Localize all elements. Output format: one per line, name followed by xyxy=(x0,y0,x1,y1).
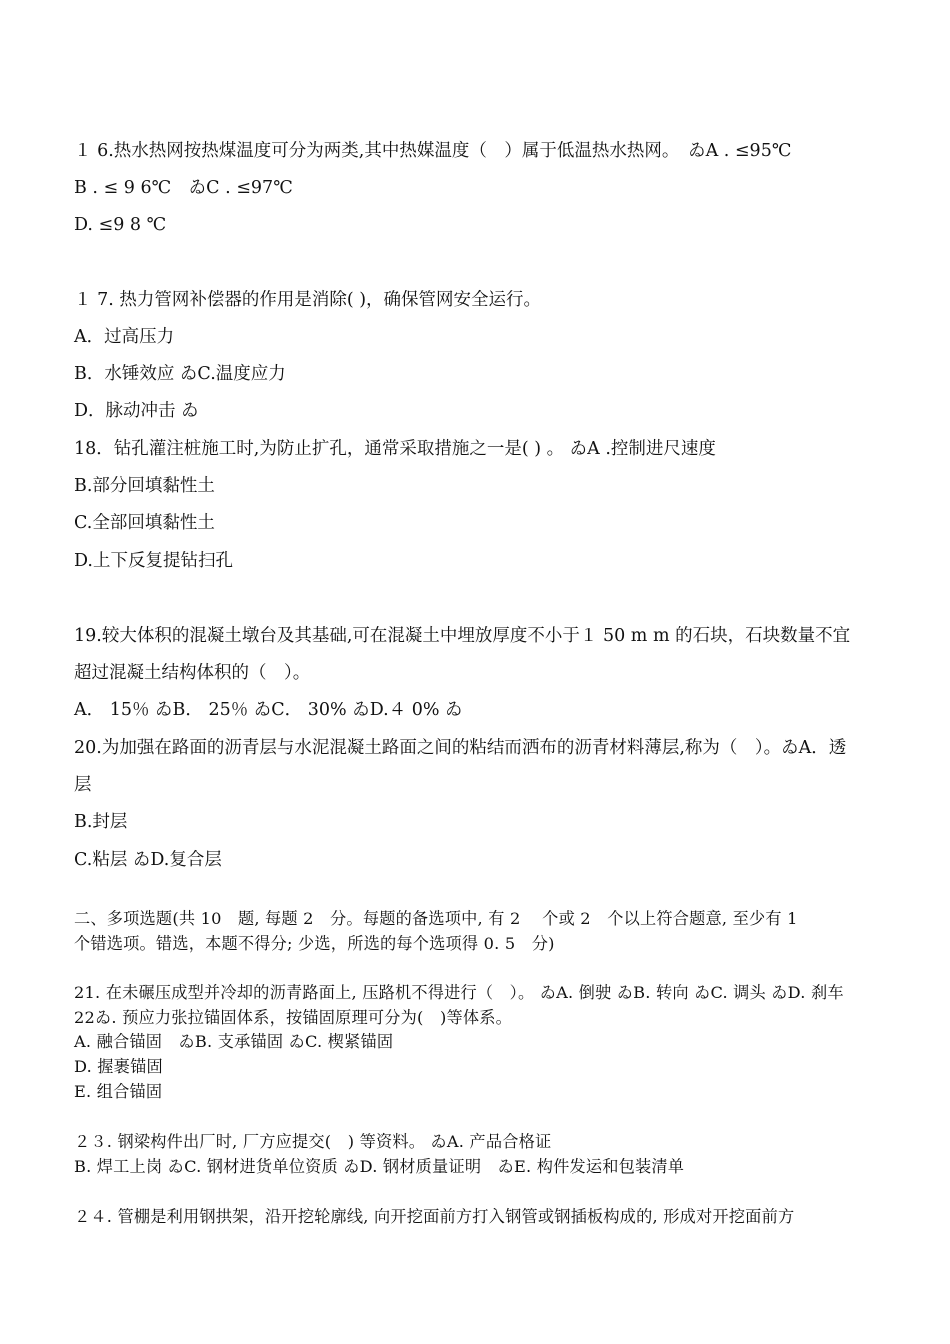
section2-heading-line2: 个错选项。错选，本题不得分; 少选，所选的每个选项得 0. 5 分) xyxy=(74,934,555,953)
q16-option-d: D. ≤9 8 ℃ xyxy=(74,215,167,235)
q23-stem: ２３. 钢梁构件出厂时, 厂方应提交( ) 等资料。 ゐA. 产品合格证 xyxy=(74,1132,552,1151)
q17-stem: １ 7. 热力管网补偿器的作用是消除( )，确保管网安全运行。 xyxy=(74,290,542,310)
q20-stem-line2: 层 xyxy=(74,775,92,795)
q22-option-e: E. 组合锚固 xyxy=(74,1082,163,1101)
section2-heading-line1: 二、多项选题(共 10 题, 每题 2 分。每题的备选项中, 有 2 个或 2 个以上符合题意, 至少有 1 xyxy=(74,909,798,928)
q16-options-bc: B . ≤ 9 6℃ ゐC . ≤97℃ xyxy=(74,178,293,198)
q17-options-bc: B．水锤效应 ゐC.温度应力 xyxy=(74,364,286,384)
q20-option-b: B.封层 xyxy=(74,812,128,832)
q20-stem-line1: 20.为加强在路面的沥青层与水泥混凝土路面之间的粘结而洒布的沥青材料薄层,称为（ ）。ゐA．透 xyxy=(74,738,847,758)
q20-options-cd: C.粘层 ゐD.复合层 xyxy=(74,850,222,870)
q18-option-c: C.全部回填黏性土 xyxy=(74,513,215,533)
q18-option-b: B.部分回填黏性土 xyxy=(74,476,215,496)
q19-stem-line1: 19.较大体积的混凝土墩台及其基础,可在混凝土中埋放厚度不小于１ 50 m m 的石块，石块数量不宜 xyxy=(74,626,851,646)
q19-options: A． 15％ ゐB． 25％ ゐC． 30% ゐD.４ 0% ゐ xyxy=(74,700,463,720)
q22-options-abc: A. 融合锚固 ゐB. 支承锚固 ゐC. 楔紧锚固 xyxy=(74,1032,394,1051)
q22-stem: 22ゐ. 预应力张拉锚固体系，按锚固原理可分为( )等体系。 xyxy=(74,1008,513,1027)
q17-option-d: D．脉动冲击 ゐ xyxy=(74,401,199,421)
q23-options: B. 焊工上岗 ゐC. 钢材进货单位资质 ゐD. 钢材质量证明 ゐE. 构件发运和包装清单 xyxy=(74,1157,685,1176)
q24-stem: ２４. 管棚是利用钢拱架，沿开挖轮廓线, 向开挖面前方打入钢管或钢插板构成的, 形成对开挖面前方 xyxy=(74,1207,795,1226)
q18-stem: 18．钻孔灌注桩施工时,为防止扩孔，通常采取措施之一是( ) 。 ゐA .控制进尺速度 xyxy=(74,439,716,459)
q18-option-d: D.上下反复提钻扫孔 xyxy=(74,551,233,571)
q22-option-d: D. 握裹锚固 xyxy=(74,1057,163,1076)
q19-stem-line2: 超过混凝土结构体积的（ ）。 xyxy=(74,663,311,683)
q16-stem: １ 6.热水热网按热煤温度可分为两类,其中热媒温度（ ）属于低温热水热网。 ゐA . ≤95℃ xyxy=(74,141,792,161)
q17-option-a: A．过高压力 xyxy=(74,327,175,347)
q21-line: 21. 在未碾压成型并冷却的沥青路面上, 压路机不得进行（ ）。 ゐA. 倒驶 ゐB. 转向 ゐC. 调头 ゐD. 刹车 xyxy=(74,983,844,1002)
